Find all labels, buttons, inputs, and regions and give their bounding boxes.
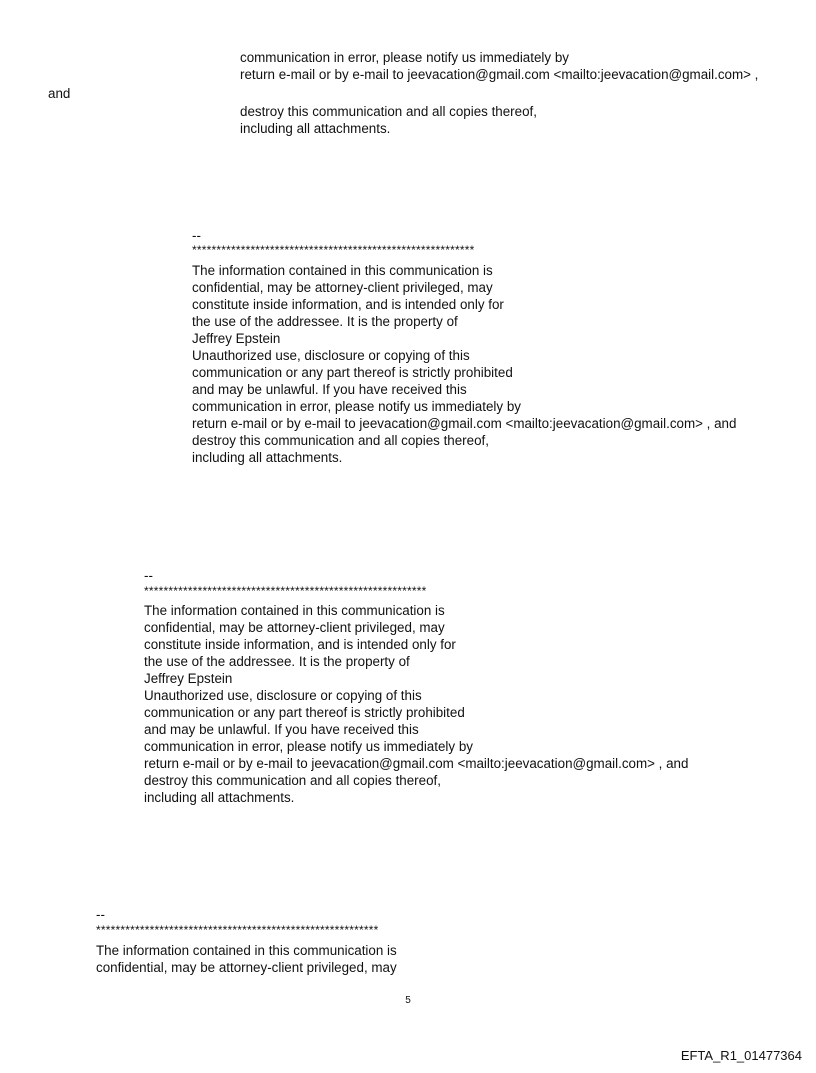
text-line: destroy this communication and all copies thereof, — [144, 773, 441, 788]
star-divider: ********************************************************** — [144, 584, 427, 598]
text-line: constitute inside information, and is intended only for — [192, 297, 504, 312]
text-line: including all attachments. — [192, 450, 343, 465]
text-line: Unauthorized use, disclosure or copying of this — [192, 348, 470, 363]
text-line: confidential, may be attorney-client privileged, may — [144, 620, 445, 635]
text-line: Unauthorized use, disclosure or copying of this — [144, 688, 422, 703]
text-line: return e-mail or by e-mail to jeevacation@gmail.com <mailto:jeevacation@gmail.com> , — [240, 67, 759, 82]
separator: -- — [192, 228, 201, 243]
text-line: The information contained in this communication is — [96, 943, 397, 958]
text-line: return e-mail or by e-mail to jeevacation@gmail.com <mailto:jeevacation@gmail.com> , and — [144, 756, 689, 771]
text-line: the use of the addressee. It is the property of — [192, 314, 458, 329]
text-line: Jeffrey Epstein — [144, 671, 233, 686]
text-line: confidential, may be attorney-client privileged, may — [192, 280, 493, 295]
text-line: including all attachments. — [144, 790, 295, 805]
separator: -- — [144, 568, 153, 583]
text-line: communication in error, please notify us immediately by — [240, 50, 569, 65]
text-line: and may be unlawful. If you have received this — [192, 382, 467, 397]
text-line: and may be unlawful. If you have received this — [144, 722, 419, 737]
text-line: The information contained in this communication is — [192, 263, 493, 278]
text-line: Jeffrey Epstein — [192, 331, 281, 346]
text-line: including all attachments. — [240, 121, 391, 136]
text-line: confidential, may be attorney-client privileged, may — [96, 960, 397, 975]
star-divider: ********************************************************** — [96, 923, 379, 937]
text-line: communication or any part thereof is strictly prohibited — [192, 365, 513, 380]
text-line: constitute inside information, and is intended only for — [144, 637, 456, 652]
text-line: communication in error, please notify us immediately by — [144, 739, 473, 754]
text-line: communication or any part thereof is strictly prohibited — [144, 705, 465, 720]
text-line: destroy this communication and all copies thereof, — [240, 104, 537, 119]
text-line: destroy this communication and all copies thereof, — [192, 433, 489, 448]
page-number: 5 — [405, 995, 411, 1006]
text-line: the use of the addressee. It is the property of — [144, 654, 410, 669]
text-line: and — [48, 86, 71, 101]
document-id: EFTA_R1_01477364 — [680, 1048, 802, 1063]
star-divider: ********************************************************** — [192, 243, 475, 257]
separator: -- — [96, 907, 105, 922]
text-line: The information contained in this communication is — [144, 603, 445, 618]
text-line: communication in error, please notify us immediately by — [192, 399, 521, 414]
text-line: return e-mail or by e-mail to jeevacation@gmail.com <mailto:jeevacation@gmail.com> , and — [192, 416, 737, 431]
